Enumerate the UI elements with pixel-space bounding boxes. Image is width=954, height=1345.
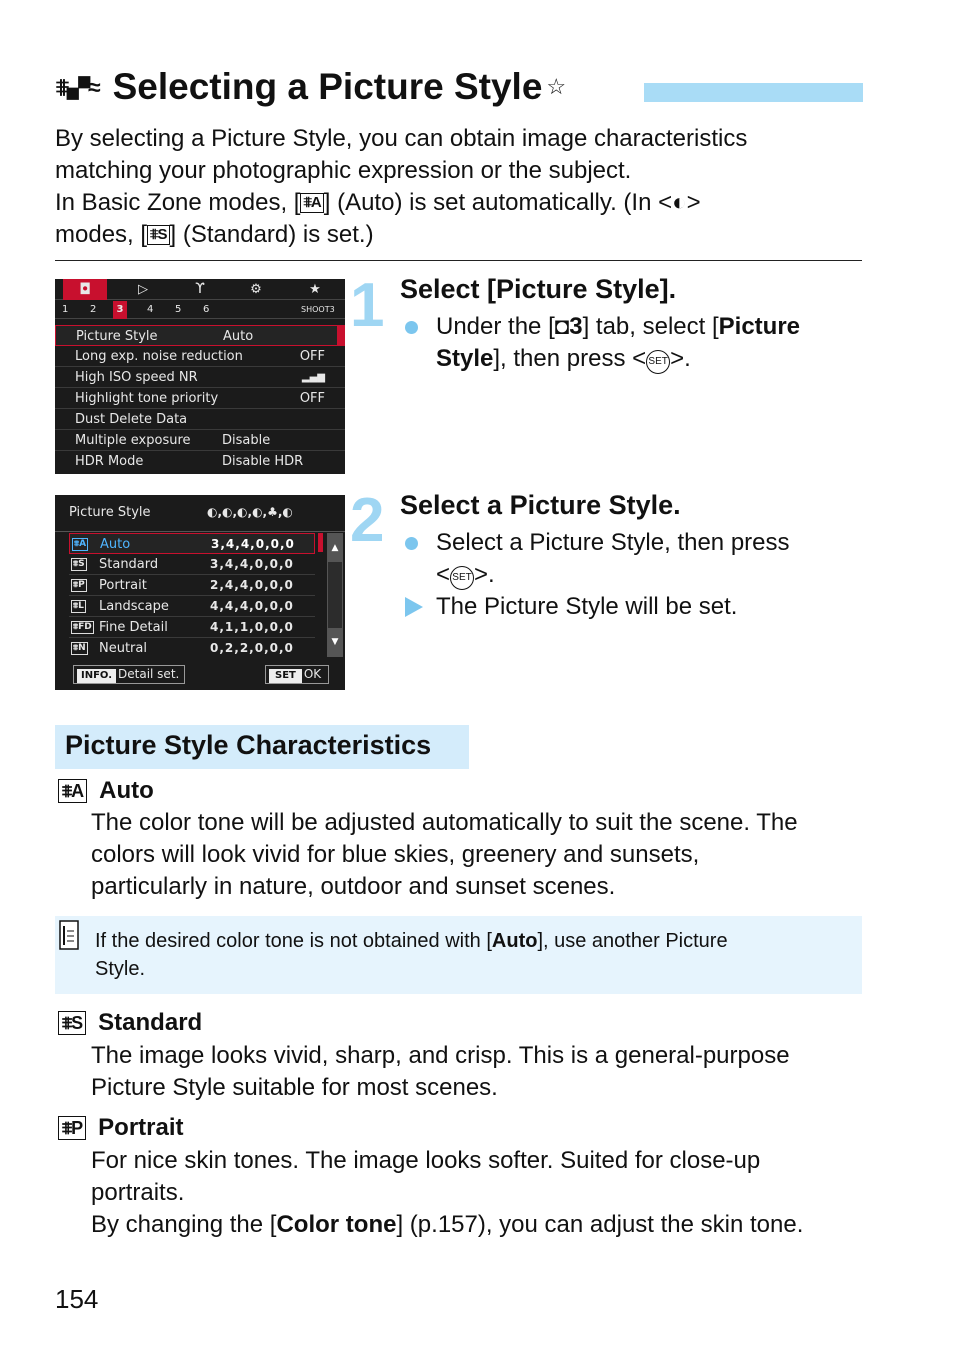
set-button-icon: SET: [269, 669, 302, 683]
menu-item-multiple-exposure[interactable]: [55, 430, 345, 451]
button-label: OK: [303, 667, 322, 681]
memo-icon: [58, 919, 80, 951]
result-arrow-icon: [405, 597, 423, 617]
style-values: 3,4,4,0,0,0: [210, 557, 294, 571]
bullet-icon: [405, 321, 418, 334]
intro-line: By selecting a Picture Style, you can obtain image characteristics: [55, 125, 748, 152]
camera-menu-screen: [55, 279, 345, 474]
style-values: 2,4,4,0,0,0: [210, 578, 294, 592]
star-icon[interactable]: ★: [309, 282, 321, 297]
custom-icon[interactable]: ⚙: [250, 282, 262, 297]
menu-item-dust-delete[interactable]: [55, 409, 345, 430]
page-title: [56, 64, 566, 110]
section-heading: Picture Style Characteristics: [55, 725, 469, 769]
set-button-icon: SET: [450, 566, 474, 590]
portrait-heading: [58, 1113, 184, 1143]
intro-line: matching your photographic expression or the subject.: [55, 157, 632, 184]
style-values: 3,4,4,0,0,0: [211, 537, 295, 551]
menu-item-picture-style[interactable]: [55, 325, 345, 346]
menu-item-long-exp-nr[interactable]: [55, 346, 345, 367]
auto-style-icon: ⩨A: [74, 539, 87, 549]
scroll-up-icon[interactable]: ▲: [328, 534, 342, 562]
picture-style-screen: [55, 495, 345, 690]
auto-description: [91, 807, 871, 903]
text: >.: [670, 345, 691, 372]
subtab-5[interactable]: 5: [175, 304, 182, 315]
ok-button[interactable]: [265, 665, 329, 684]
step-number: 1: [350, 271, 385, 340]
camera-icon[interactable]: ◘: [63, 279, 107, 300]
parameter-icons: ◐,◐,◐,◐,♣,◐: [207, 505, 293, 519]
style-row-auto[interactable]: [69, 533, 315, 554]
style-name: Portrait: [99, 578, 147, 593]
text: For nice skin tones. The image looks softer. Suited for close-up: [91, 1147, 761, 1174]
menu-tabs: [55, 279, 345, 300]
text: ] (p.157), you can adjust the skin tone.: [396, 1211, 804, 1238]
bullet-icon: [405, 537, 418, 550]
title-text: Selecting a Picture Style: [112, 66, 543, 107]
scroll-down-icon[interactable]: ▼: [328, 628, 342, 656]
menu-item-value: OFF: [299, 391, 325, 406]
text: particularly in nature, outdoor and sunset scenes.: [91, 873, 616, 900]
selection-marker: [318, 533, 323, 552]
intro-line: [55, 219, 875, 251]
text: The image looks vivid, sharp, and crisp. This is a general-purpose: [91, 1042, 790, 1069]
step-instruction: [436, 527, 876, 591]
style-row-standard[interactable]: [69, 554, 315, 575]
star-icon: ☆: [546, 74, 567, 99]
text: colors will look vivid for blue skies, greenery and sunsets,: [91, 841, 700, 868]
subtab-3[interactable]: 3: [113, 301, 127, 319]
style-name: Auto: [100, 537, 131, 552]
wrench-icon[interactable]: ϒ: [195, 281, 205, 297]
menu-item-high-iso-nr[interactable]: [55, 367, 345, 388]
menu-item-hdr-mode[interactable]: [55, 451, 345, 472]
style-name: Fine Detail: [99, 620, 168, 635]
menu-item-label: Multiple exposure: [75, 433, 191, 448]
style-name: Landscape: [99, 599, 169, 614]
text: ], then press <: [493, 345, 647, 372]
text: By changing the [: [91, 1211, 277, 1238]
divider: [55, 260, 862, 261]
subtab-4[interactable]: 4: [147, 304, 154, 315]
page-number: 154: [55, 1284, 99, 1314]
set-button-icon: SET: [646, 350, 670, 374]
subtab-6[interactable]: 6: [203, 304, 210, 315]
menu-item-highlight-tone[interactable]: [55, 388, 345, 409]
menu-item-label: Long exp. noise reduction: [75, 349, 243, 364]
button-label: Detail set.: [118, 667, 180, 681]
text: ] tab, select [: [582, 313, 719, 340]
landscape-style-icon: ⩨L: [73, 601, 84, 611]
shooting-tab-icon: ◘3: [554, 313, 583, 340]
text: In Basic Zone modes, [: [55, 189, 301, 216]
scrollbar[interactable]: [327, 533, 343, 657]
fine-detail-style-icon: ⩨FD: [73, 622, 92, 632]
portrait-style-icon: ⩨P: [73, 580, 85, 590]
picture-style-icon: ⩨▞≈: [56, 73, 99, 100]
step-result: The Picture Style will be set.: [436, 593, 738, 620]
step-number: 2: [350, 486, 385, 555]
text: Style.: [95, 958, 146, 980]
divider: [55, 531, 345, 532]
standard-description: [91, 1040, 871, 1104]
style-values: 0,2,2,0,0,0: [210, 641, 294, 655]
text: Picture Style suitable for most scenes.: [91, 1074, 498, 1101]
step-heading: Select [Picture Style].: [400, 274, 677, 304]
step-instruction: [436, 311, 876, 375]
standard-style-icon: ⩨S: [73, 559, 85, 569]
subtab-label: SHOOT3: [301, 305, 335, 314]
heading-text: Auto: [99, 777, 154, 804]
text: >: [686, 189, 701, 216]
auto-heading: [58, 776, 154, 806]
note-text: [95, 927, 855, 983]
subtab-2[interactable]: 2: [90, 304, 97, 315]
nr-level-icon: ▂▄▆: [301, 372, 325, 383]
scene-intelligent-auto-icon: ◐: [672, 189, 687, 216]
text: portraits.: [91, 1179, 185, 1206]
auto-style-icon: ⩨A: [58, 779, 87, 803]
detail-set-button[interactable]: [73, 665, 185, 684]
info-button-icon: INFO.: [77, 669, 116, 683]
text: ] (Auto) is set automatically. (In <: [323, 189, 673, 216]
portrait-description: [91, 1145, 881, 1241]
text: Under the [: [436, 313, 555, 340]
text: >.: [474, 561, 495, 588]
heading-text: Standard: [98, 1009, 203, 1036]
intro-line: [55, 187, 875, 219]
heading-text: Portrait: [98, 1114, 184, 1141]
auto-style-icon: ⩨A: [300, 193, 323, 213]
text: <: [436, 561, 451, 588]
text: The color tone will be adjusted automatically to suit the scene. The: [91, 809, 798, 836]
text: ] (Standard) is set.): [169, 221, 374, 248]
style-row-landscape[interactable]: [69, 596, 315, 617]
selection-marker: [337, 325, 345, 346]
standard-style-icon: ⩨S: [147, 225, 169, 245]
style-values: 4,4,4,0,0,0: [210, 599, 294, 613]
standard-style-icon: ⩨S: [58, 1011, 86, 1035]
screen-title: Picture Style: [69, 505, 151, 520]
text: modes, [: [55, 221, 148, 248]
style-name: Standard: [99, 557, 159, 572]
standard-heading: [58, 1008, 202, 1038]
text-bold: Picture Style: [436, 313, 801, 372]
menu-item-value: Disable: [222, 433, 271, 448]
menu-item-label: High ISO speed NR: [75, 370, 198, 385]
menu-item-value: Auto: [223, 329, 254, 344]
text-bold: Color tone: [276, 1211, 397, 1238]
portrait-style-icon: ⩨P: [58, 1116, 86, 1140]
style-row-portrait[interactable]: [69, 575, 315, 596]
menu-item-label: Highlight tone priority: [75, 391, 219, 406]
subtab-1[interactable]: 1: [62, 304, 69, 315]
menu-item-label: HDR Mode: [75, 454, 144, 469]
menu-item-label: Picture Style: [76, 329, 158, 344]
menu-item-value: OFF: [299, 349, 325, 364]
text-bold: Auto: [491, 930, 538, 952]
style-row-neutral[interactable]: [69, 638, 315, 659]
neutral-style-icon: ⩨N: [73, 643, 86, 653]
menu-item-value: Disable HDR: [222, 454, 304, 469]
intro-paragraph: [55, 123, 875, 251]
title-accent-bar: [644, 83, 863, 102]
text: ], use another Picture: [537, 930, 728, 952]
note-box: [55, 916, 862, 994]
style-row-fine-detail[interactable]: [69, 617, 315, 638]
style-name: Neutral: [99, 641, 147, 656]
menu-subtabs: [55, 301, 345, 319]
playback-icon[interactable]: ▷: [138, 282, 148, 297]
style-values: 4,1,1,0,0,0: [210, 620, 294, 634]
text: Select a Picture Style, then press: [436, 529, 790, 556]
text: If the desired color tone is not obtained with [: [95, 930, 492, 952]
step-heading: Select a Picture Style.: [400, 490, 681, 520]
menu-item-label: Dust Delete Data: [75, 412, 188, 427]
